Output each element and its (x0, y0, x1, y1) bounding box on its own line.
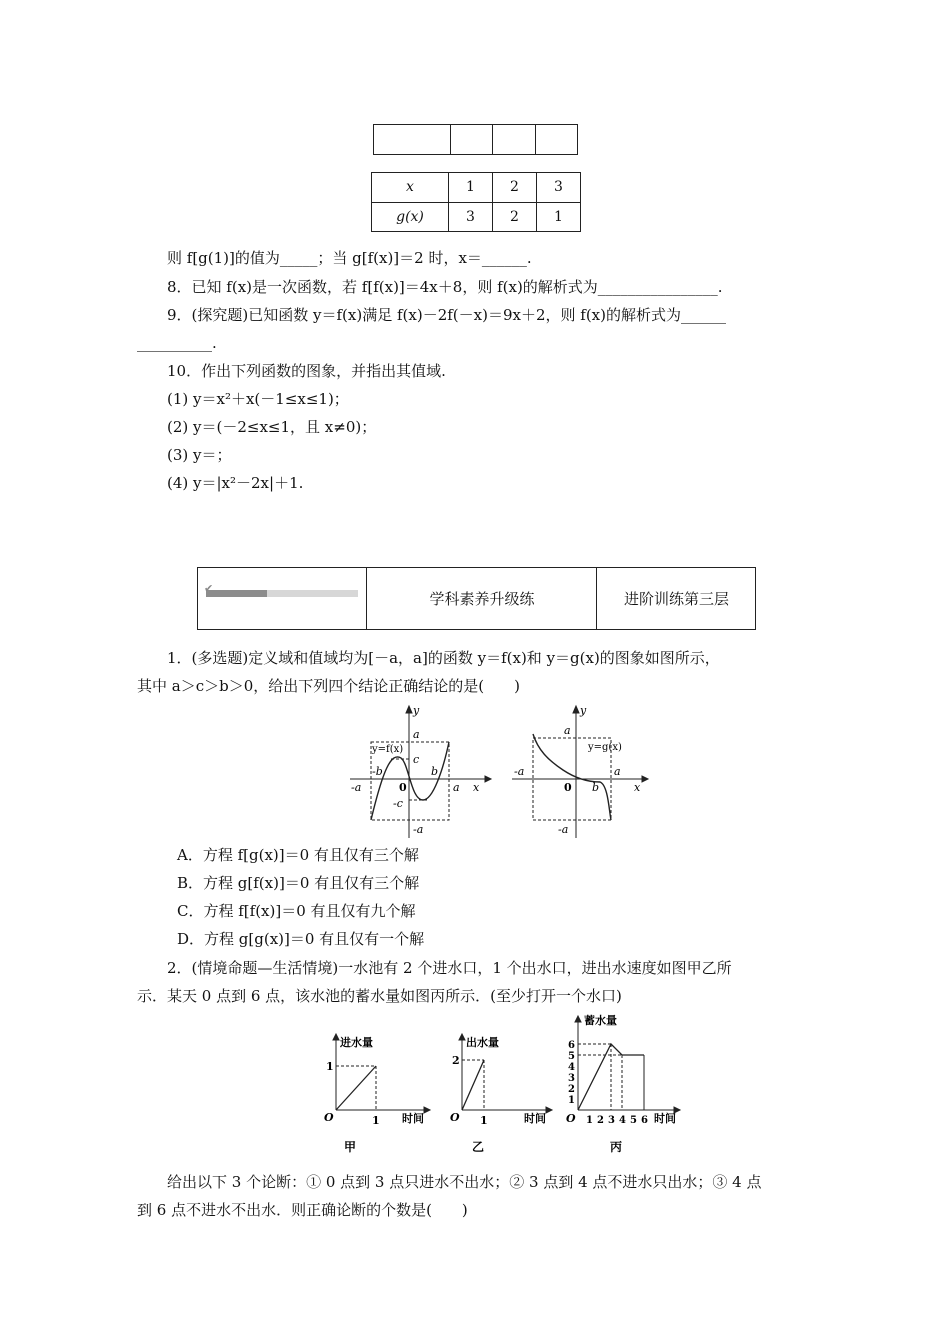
banner-progress-fill (206, 590, 267, 597)
question-10-title: 10．作出下列函数的图象，并指出其值域. (167, 362, 446, 380)
origin-label: O (450, 1111, 460, 1124)
x-axis-arrow (485, 776, 491, 782)
axis-label: y (413, 704, 420, 717)
axis-label: x (473, 781, 480, 794)
chart-jia (316, 1026, 436, 1156)
axis-label: -a (514, 765, 525, 778)
axis-label: -a (558, 823, 569, 836)
section-banner (197, 567, 756, 630)
axis-label: -b (372, 765, 383, 778)
y-axis-arrow (459, 1034, 465, 1040)
empty-table (373, 124, 578, 155)
chart-yi (442, 1026, 562, 1156)
x-tick-label: 1 (586, 1115, 593, 1126)
empty-cell (535, 125, 577, 155)
problem-2-line2: 示．某天 0 点到 6 点，该水池的蓄水量如图丙所示．(至少打开一个水口) (137, 987, 622, 1005)
y-axis-arrow (333, 1034, 339, 1040)
question-10-item: (3) y＝； (167, 446, 232, 464)
axis-label: 0 (399, 781, 407, 794)
option-b: B．方程 g[f(x)]＝0 有且仅有三个解 (177, 874, 420, 892)
origin-label: O (566, 1112, 576, 1125)
banner-subtitle: 进阶训练第三层 (596, 568, 756, 629)
table-header-cell: 2 (493, 173, 537, 203)
x-axis-arrow (424, 1107, 430, 1113)
x-axis-label: 时间 (402, 1112, 424, 1125)
table-cell: g(x) (372, 202, 449, 232)
axis-label: b (592, 781, 600, 794)
empty-cell (374, 125, 451, 155)
y-axis-arrow (573, 706, 579, 713)
question-9-line1: 9．(探究题)已知函数 y＝f(x)满足 f(x)－2f(－x)＝9x＋2，则 f(x)的解析式为______ (167, 306, 726, 324)
y-tick-label: 4 (568, 1062, 575, 1073)
question-10-item: (4) y＝|x²－2x|＋1. (167, 474, 304, 492)
curve-label: y=f(x) (372, 744, 404, 755)
empty-cell (493, 125, 535, 155)
y-axis-arrow (406, 706, 412, 713)
x-tick-label: 3 (608, 1115, 615, 1126)
axis-label: -a (413, 823, 424, 836)
question-8: 8．已知 f(x)是一次函数，若 f[f(x)]＝4x＋8，则 f(x)的解析式为________________. (167, 278, 723, 296)
chart-bing (562, 1010, 687, 1156)
x-tick-label: 2 (597, 1115, 604, 1126)
axis-label: a (413, 728, 420, 741)
y-tick-label: 5 (568, 1051, 575, 1062)
problem-2-line4: 到 6 点不进水不出水．则正确论断的个数是( ) (137, 1201, 468, 1219)
question-9-line2: __________. (137, 334, 217, 352)
origin-label: O (324, 1111, 334, 1124)
chart-caption: 丙 (610, 1140, 623, 1154)
empty-cell (451, 125, 493, 155)
y-axis-label: 蓄水量 (584, 1014, 617, 1027)
x-axis-label: 时间 (524, 1112, 546, 1125)
table-header-cell: x (372, 173, 449, 203)
problem-1-line1: 1．(多选题)定义域和值域均为[－a，a]的函数 y＝f(x)和 y＝g(x)的图象如图所示， (167, 649, 720, 667)
x-tick-label: 6 (641, 1115, 648, 1126)
x-tick-label: 5 (630, 1115, 637, 1126)
x-tick-label: 1 (372, 1114, 380, 1127)
axis-label: a (564, 724, 571, 737)
x-axis-label: 时间 (654, 1112, 676, 1125)
axis-label: a (614, 765, 621, 778)
banner-title: 学科素养升级练 (366, 568, 597, 629)
graph-f (345, 700, 495, 840)
axis-label: 0 (564, 781, 572, 794)
axis-label: c (413, 753, 420, 766)
y-axis-arrow (575, 1016, 581, 1022)
x-tick-label: 1 (480, 1114, 488, 1127)
y-axis-label: 出水量 (466, 1036, 499, 1049)
option-c: C．方程 f[f(x)]＝0 有且仅有九个解 (177, 902, 416, 920)
x-axis-arrow (546, 1107, 552, 1113)
series-line (462, 1060, 484, 1110)
y-axis-label: 进水量 (340, 1036, 373, 1049)
curve-label: y=g(x) (588, 742, 622, 753)
banner-progress-track (206, 590, 358, 597)
y-tick-label: 3 (568, 1073, 575, 1084)
table-header-cell: 1 (449, 173, 493, 203)
option-d: D．方程 g[g(x)]＝0 有且仅有一个解 (177, 930, 425, 948)
question-10-item: (2) y＝(－2≤x≤1，且 x≠0)； (167, 418, 377, 436)
problem-2-line3: 给出以下 3 个论断：① 0 点到 3 点只进水不出水；② 3 点到 4 点不进水只出水；③ 4 点 (167, 1173, 762, 1191)
g-table (371, 172, 581, 232)
chart-caption: 乙 (472, 1140, 485, 1154)
graph-g (508, 700, 653, 840)
axis-label: a (453, 781, 460, 794)
option-a: A．方程 f[g(x)]＝0 有且仅有三个解 (177, 846, 419, 864)
y-tick-label: 2 (452, 1054, 460, 1067)
y-tick-label: 6 (568, 1040, 575, 1051)
axis-label: x (634, 781, 641, 794)
problem-2-line1: 2．(情境命题—生活情境)一水池有 2 个进水口，1 个出水口，进出水速度如图甲乙所 (167, 959, 732, 977)
table-cell: 2 (493, 202, 537, 232)
question-7-tail: 则 f[g(1)]的值为_____；当 g[f(x)]＝2 时，x＝______. (167, 249, 532, 267)
y-tick-label: 1 (326, 1060, 334, 1073)
check-icon: ✔ (204, 582, 214, 595)
problem-1-line2: 其中 a＞c＞b＞0，给出下列四个结论正确结论的是( ) (137, 677, 520, 695)
axis-label: b (431, 765, 439, 778)
x-axis-arrow (642, 776, 648, 782)
series-line (336, 1066, 376, 1110)
y-tick-label: 2 (568, 1084, 575, 1095)
table-header-cell: 3 (537, 173, 581, 203)
axis-label: -a (351, 781, 362, 794)
question-10-item: (1) y＝x²＋x(－1≤x≤1)； (167, 390, 349, 408)
table-cell: 3 (449, 202, 493, 232)
table-cell: 1 (537, 202, 581, 232)
axis-label: y (580, 704, 587, 717)
y-tick-label: 1 (568, 1095, 575, 1106)
chart-caption: 甲 (344, 1140, 357, 1154)
axis-label: -c (393, 797, 403, 810)
x-tick-label: 4 (619, 1115, 626, 1126)
